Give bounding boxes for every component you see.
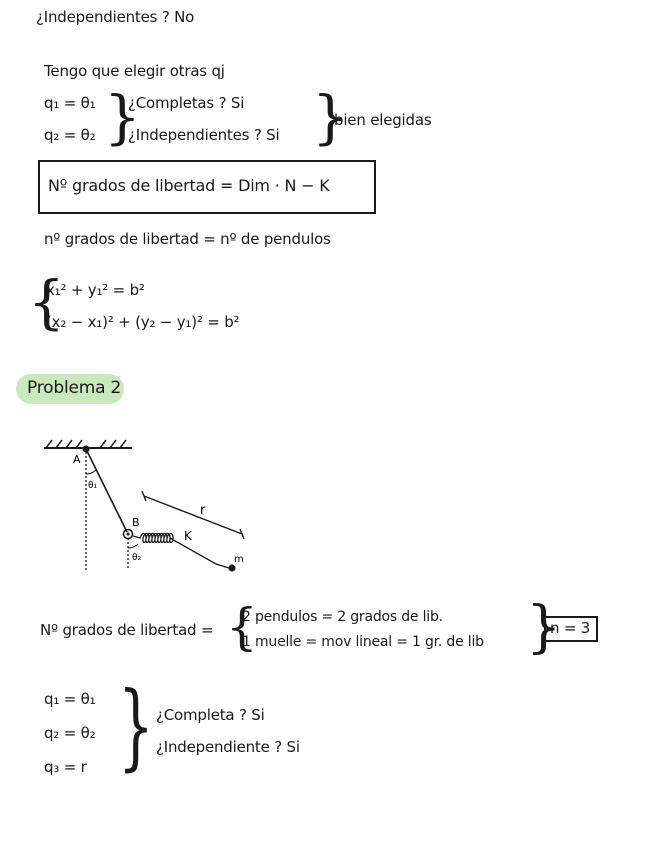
cases-close-brace: }	[526, 595, 562, 660]
independiente-question: ¿Independiente ? Si	[156, 738, 300, 756]
q2-definition: q₂ = θ₂	[44, 126, 96, 144]
n-result: n = 3	[550, 619, 591, 637]
label-theta1: θ₁	[88, 481, 98, 491]
ng-label: Nº grados de libertad =	[40, 621, 214, 639]
coord-q2: q₂ = θ₂	[44, 724, 96, 742]
formula-text: Nº grados de libertad = Dim · N − K	[48, 176, 330, 195]
label-A: A	[73, 453, 81, 466]
mass-m	[229, 565, 236, 572]
r-dimension-line	[144, 496, 242, 534]
equation-1: x₁² + y₁² = b²	[46, 281, 145, 299]
independientes-question: ¿Independientes ? Si	[128, 126, 280, 144]
elegir-otras: Tengo que elegir otras qj	[44, 62, 225, 80]
independientes-no: ¿Independientes ? No	[36, 8, 195, 26]
right-close-brace: }	[312, 83, 349, 151]
coords-close-brace: }	[118, 672, 154, 781]
system-open-brace: {	[28, 268, 65, 336]
label-B: B	[132, 516, 140, 529]
case-muelle: 1 muelle = mov lineal = 1 gr. de lib	[242, 634, 484, 650]
coord-q1: q₁ = θ₁	[44, 690, 96, 708]
bien-elegidas: bien elegidas	[334, 111, 432, 129]
theta1-arc	[86, 470, 96, 474]
completas-question: ¿Completas ? Si	[128, 94, 245, 112]
coord-q3: q₃ = r	[44, 758, 87, 776]
cases-open-brace: {	[226, 598, 258, 656]
formula-box	[38, 160, 376, 214]
case-pendulos: 2 pendulos = 2 grados de lib.	[242, 609, 443, 625]
label-m: m	[234, 554, 244, 565]
completa-question: ¿Completa ? Si	[156, 706, 265, 724]
label-r: r	[200, 503, 206, 518]
pendulum-spring-diagram	[36, 430, 266, 580]
q1-definition: q₁ = θ₁	[44, 94, 96, 112]
left-close-brace: }	[104, 83, 141, 151]
label-theta2: θ₂	[132, 553, 142, 563]
problem-title: Problema 2	[27, 378, 122, 398]
spring-coil	[133, 534, 229, 569]
equation-2: (x₂ − x₁)² + (y₂ − y₁)² = b²	[46, 313, 240, 331]
gdl-pendulos: nº grados de libertad = nº de pendulos	[44, 230, 331, 248]
theta2-arc	[128, 544, 138, 548]
label-K: K	[184, 529, 192, 543]
n-result-box	[544, 616, 598, 642]
